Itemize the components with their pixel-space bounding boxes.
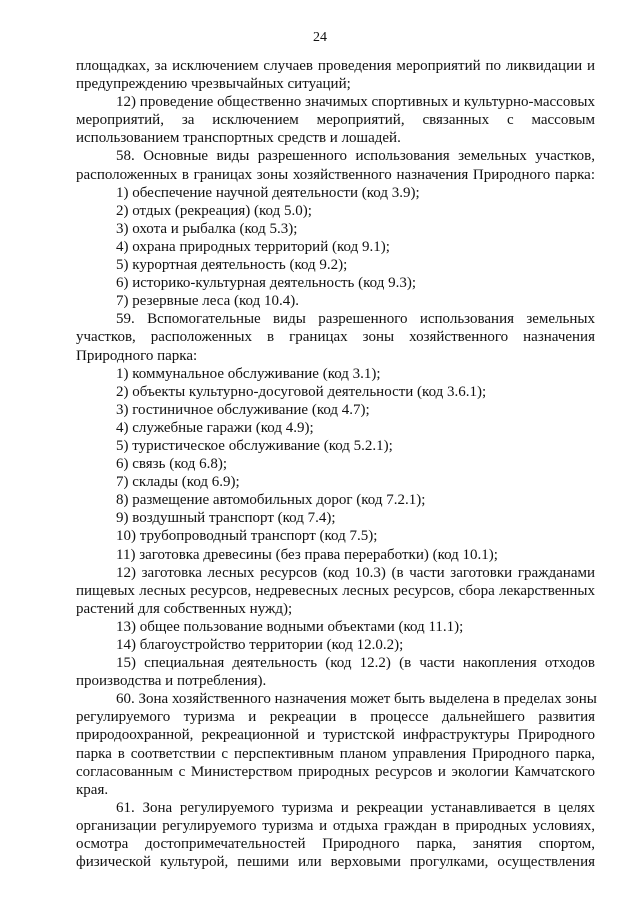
text-line: края. — [76, 781, 109, 798]
text-line: использованием транспортных средств и лошадей. — [76, 130, 401, 147]
text-line: 4) служебные гаражи (код 4.9); — [116, 419, 314, 436]
text-line: Природного парка: — [76, 347, 198, 364]
page-number: 24 — [313, 30, 327, 45]
text-line: 6) связь (код 6.8); — [116, 456, 228, 473]
text-line: регулируемого туризма и рекреации в процессе дальнейшего развития — [76, 709, 595, 726]
text-line: 14) благоустройство территории (код 12.0.2); — [116, 637, 404, 653]
text-line: 15) специальная деятельность (код 12.2) (в части накопления отходов — [116, 655, 595, 672]
text-line: 59. Вспомогательные виды разрешенного использования земельных — [116, 311, 595, 328]
text-line: 2) отдых (рекреация) (код 5.0); — [116, 202, 312, 219]
text-line: 11) заготовка древесины (без права переработки) (код 10.1); — [116, 546, 498, 563]
text-line: расположенных в границах зоны хозяйственного назначения Природного парка: — [76, 166, 595, 183]
text-line: мероприятий, за исключением мероприятий, связанных с массовым — [76, 112, 595, 129]
text-line: организации регулируемого туризма и отдыха граждан в природных условиях, — [76, 817, 595, 834]
text-line: производства и потребления). — [76, 673, 267, 690]
text-line: парка в соответствии с перспективным планом управления Природного парка, — [76, 745, 595, 762]
text-line: 6) историко-культурная деятельность (код 9.3); — [116, 275, 417, 292]
text-line: согласованным с Министерством природных ресурсов и экологии Камчатского — [76, 763, 595, 780]
text-line: 9) воздушный транспорт (код 7.4); — [116, 510, 336, 527]
text-line: 4) охрана природных территорий (код 9.1); — [116, 238, 390, 255]
text-line: пищевых лесных ресурсов, недревесных лесных ресурсов, сбора лекарственных — [76, 582, 595, 599]
text-line: 12) проведение общественно значимых спортивных и культурно-массовых — [116, 94, 595, 111]
text-line: 1) коммунальное обслуживание (код 3.1); — [116, 365, 381, 382]
text-line: 1) обеспечение научной деятельности (код 3.9); — [116, 184, 420, 201]
text-line: 2) объекты культурно-досуговой деятельности (код 3.6.1); — [116, 383, 487, 400]
text-line: 8) размещение автомобильных дорог (код 7.2.1); — [116, 492, 426, 509]
text-line: 3) охота и рыбалка (код 5.3); — [116, 220, 298, 237]
text-line: осмотра достопримечательностей Природного парка, занятия спортом, — [76, 836, 595, 853]
text-line: 10) трубопроводный транспорт (код 7.5); — [116, 528, 378, 545]
text-line: площадках, за исключением случаев проведения мероприятий по ликвидации и — [76, 58, 595, 74]
text-line: 5) туристическое обслуживание (код 5.2.1); — [116, 437, 393, 454]
text-line: 5) курортная деятельность (код 9.2); — [116, 257, 348, 274]
document-body — [76, 57, 595, 871]
text-line: 7) склады (код 6.9); — [116, 474, 240, 491]
text-line: природоохранной, рекреационной и туристской инфраструктуры Природного — [76, 727, 595, 744]
text-line: 12) заготовка лесных ресурсов (код 10.3) (в части заготовки гражданами — [116, 564, 595, 581]
text-line: 61. Зона регулируемого туризма и рекреации устанавливается в целях — [116, 799, 595, 816]
text-line: 58. Основные виды разрешенного использования земельных участков, — [116, 148, 595, 165]
text-line: предупреждению чрезвычайных ситуаций; — [76, 76, 351, 93]
text-line: 60. Зона хозяйственного назначения может быть выделена в пределах зоны — [116, 691, 597, 708]
text-line: 13) общее пользование водными объектами (код 11.1); — [116, 618, 464, 635]
text-line: участков, расположенных в границах зоны хозяйственного назначения — [76, 329, 595, 346]
text-line: растений для собственных нужд); — [76, 600, 293, 617]
text-line: 3) гостиничное обслуживание (код 4.7); — [116, 401, 370, 418]
text-line: 7) резервные леса (код 10.4). — [116, 293, 299, 310]
text-line: физической культурой, пешими или верховыми прогулками, осуществления — [76, 854, 595, 871]
